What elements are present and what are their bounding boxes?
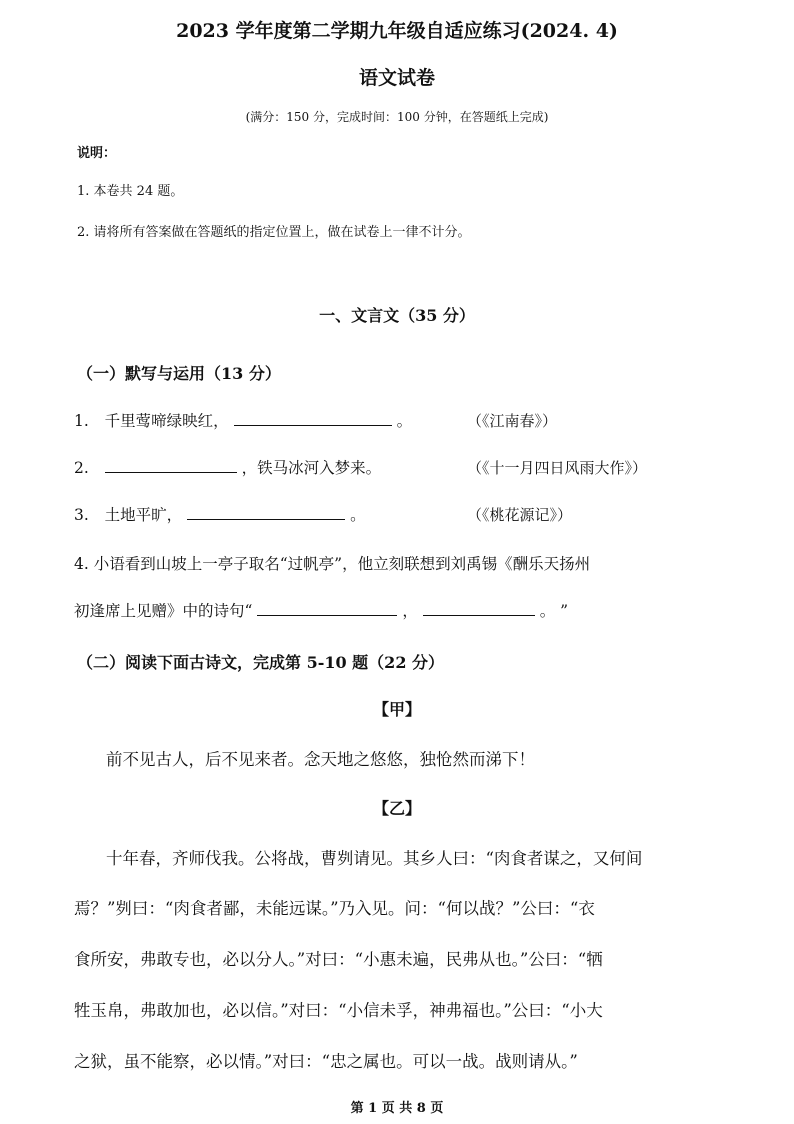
passage-yi-line-3: 食所安，弗敢专也，必以分人。”对曰：“小惠未遍，民弗从也。”公曰：“牺 bbox=[74, 950, 603, 969]
q1-answer-blank[interactable] bbox=[234, 424, 392, 426]
q4-comma: ， bbox=[402, 602, 418, 620]
exam-subtitle: 语文试卷 bbox=[358, 67, 435, 89]
q1-source: （《江南春》） bbox=[467, 412, 558, 430]
q3-answer-blank[interactable] bbox=[187, 518, 345, 520]
q1-text: 千里莺啼绿映红， bbox=[104, 412, 229, 430]
exam-info: (满分：150 分，完成时间：100 分钟，在答题纸上完成) bbox=[245, 110, 549, 124]
q3-text: 土地平旷， bbox=[104, 506, 183, 524]
q2-source: （《十一月四日风雨大作》） bbox=[467, 459, 648, 477]
note-item-2: 2. 请将所有答案做在答题纸的指定位置上，做在试卷上一律不计分。 bbox=[77, 225, 471, 240]
part2-title: （二）阅读下面古诗文，完成第 5-10 题（22 分） bbox=[77, 653, 445, 672]
q4-answer-blank-2[interactable] bbox=[423, 614, 535, 616]
q4-end: 。 ” bbox=[539, 602, 569, 620]
passage-yi-line-2: 焉？”刿曰：“肉食者鄙，未能远谋。”乃入见。问：“何以战？”公曰：“衣 bbox=[74, 899, 595, 918]
q3-number: 3. bbox=[74, 506, 89, 524]
q3-source: （《桃花源记》） bbox=[467, 506, 573, 524]
question-4-line-1: 4. 小语看到山坡上一亭子取名“过帆亭”，他立刻联想到刘禹锡《酬乐天扬州 bbox=[74, 555, 591, 573]
exam-title: 2023 学年度第二学期九年级自适应练习(2024. 4) bbox=[176, 20, 618, 42]
passage-yi-line-5: 之狱，虽不能察，必以情。”对曰：“忠之属也。可以一战。战则请从。” bbox=[74, 1052, 578, 1071]
passage-yi-line-4: 牲玉帛，弗敢加也，必以信。”对曰：“小信未孚，神弗福也。”公曰：“小大 bbox=[74, 1001, 603, 1020]
q2-text: ，铁马冰河入梦来。 bbox=[241, 459, 382, 477]
question-1 bbox=[74, 409, 412, 431]
q4-answer-blank-1[interactable] bbox=[257, 614, 397, 616]
q2-answer-blank[interactable] bbox=[105, 471, 237, 473]
passage-yi-line-1: 十年春，齐师伐我。公将战，曹刿请见。其乡人曰：“肉食者谋之，又何间 bbox=[106, 849, 643, 868]
q1-number: 1. bbox=[74, 412, 89, 430]
page-number: 第 1 页 共 8 页 bbox=[350, 1101, 444, 1116]
part1-title: （一）默写与运用（13 分） bbox=[77, 364, 281, 383]
passage-jia-label: 【甲】 bbox=[372, 700, 421, 719]
q3-end: 。 bbox=[350, 506, 366, 524]
passage-yi-label: 【乙】 bbox=[372, 799, 421, 818]
question-3 bbox=[74, 503, 366, 525]
passage-jia-text: 前不见古人，后不见来者。念天地之悠悠，独怆然而涕下！ bbox=[106, 750, 535, 769]
q1-end: 。 bbox=[396, 412, 413, 430]
question-2 bbox=[74, 456, 381, 478]
notes-label: 说明： bbox=[77, 146, 117, 161]
q2-number: 2. bbox=[74, 459, 89, 477]
note-item-1: 1. 本卷共 24 题。 bbox=[77, 184, 184, 199]
q4-text: 初逢席上见赠》中的诗句“ bbox=[74, 602, 253, 620]
section-title: 一、文言文（35 分） bbox=[319, 306, 475, 325]
question-4-line-2 bbox=[74, 599, 568, 621]
